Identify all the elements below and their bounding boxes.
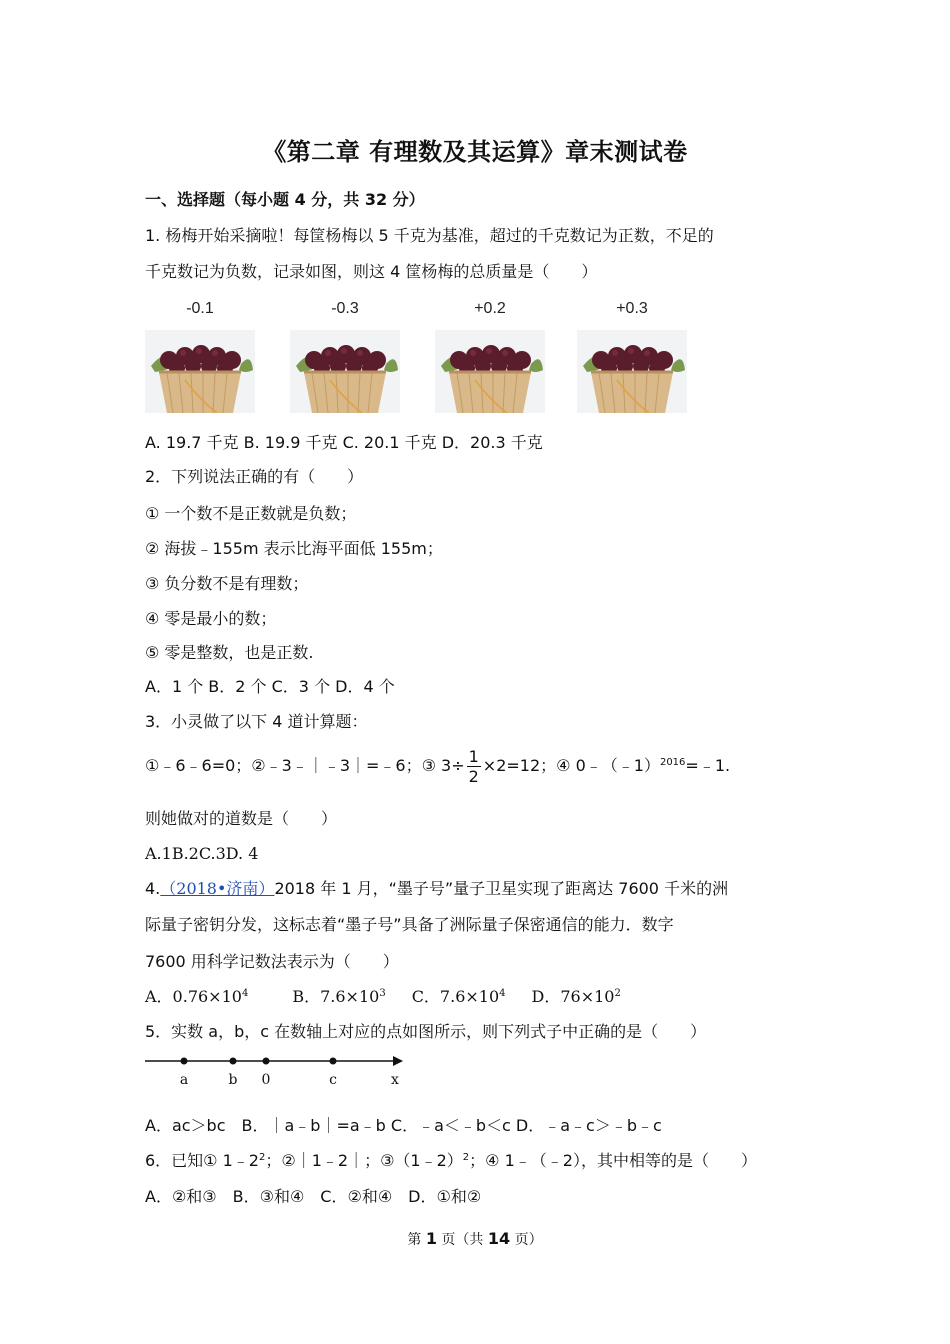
- basket-weight-label: +0.3: [616, 300, 648, 317]
- q5-stem: 5．实数 a，b，c 在数轴上对应的点如图所示，则下列式子中正确的是（ ）: [145, 1022, 707, 1041]
- section-heading: 一、选择题（每小题 4 分，共 32 分）: [145, 190, 425, 209]
- option-d-text: D．76×10: [531, 987, 615, 1006]
- q3-expr-part1: ①﹣6﹣6=0；②﹣3﹣｜﹣3｜=﹣6；③ 3÷: [145, 756, 465, 775]
- page-title: 《第二章 有理数及其运算》章末测试卷: [262, 138, 688, 166]
- q1-stem-line2: 千克数记为负数，记录如图，则这 4 筐杨梅的总质量是（ ）: [145, 262, 598, 281]
- q3-expr-part2: ×2=12；④ 0﹣（﹣1）: [482, 756, 660, 775]
- page-footer: [0, 1229, 950, 1249]
- page-number: 1: [425, 1229, 437, 1248]
- arrow-head-icon: [393, 1056, 403, 1066]
- footer-prefix: 第: [407, 1232, 426, 1248]
- exponent: 2016: [659, 757, 686, 768]
- axis-label-zero: 0: [261, 1072, 271, 1088]
- point-zero: [263, 1058, 270, 1065]
- basket-image: [435, 300, 545, 413]
- basket-image: [145, 300, 255, 413]
- bayberry-basket-picture: [290, 330, 400, 417]
- option-a-text: A．0.76×10: [145, 987, 242, 1006]
- basket-weight-label: -0.3: [331, 300, 359, 317]
- number-line-axis: [145, 1050, 410, 1072]
- option-a-exponent: 4: [241, 988, 249, 999]
- q6-stem: [145, 1150, 757, 1172]
- fraction-denominator: 2: [468, 767, 479, 786]
- q5-options: A．ac＞bc B．｜a﹣b｜=a﹣b C．﹣a＜﹣b＜c D．﹣a﹣c＞﹣b﹣c: [145, 1116, 662, 1135]
- q3-ask: 则她做对的道数是（ ）: [145, 809, 338, 828]
- q2-item-4: ④ 零是最小的数；: [145, 609, 277, 628]
- q4-number: 4.: [145, 879, 161, 898]
- option-d-exponent: 2: [614, 988, 621, 999]
- fraction-numerator: 1: [468, 747, 479, 766]
- axis-label-c: c: [329, 1072, 337, 1088]
- option-c-text: C．7.6×10: [411, 987, 500, 1006]
- q4-line1-text: 2018 年 1 月，“墨子号”量子卫星实现了距离达 7600 千米的洲: [274, 879, 729, 898]
- q6-exponent-2: 2: [462, 1152, 470, 1163]
- q6-part2: ；②｜1﹣2｜；③（1﹣2）: [265, 1151, 463, 1170]
- point-b: [230, 1058, 237, 1065]
- q6-part1: 6．已知① 1﹣2: [145, 1151, 259, 1170]
- q4-option-d: [532, 987, 621, 1006]
- q3-stem: 3．小灵做了以下 4 道计算题：: [145, 712, 368, 731]
- basket-image: [577, 300, 687, 413]
- q2-item-1: ① 一个数不是正数就是负数；: [145, 504, 357, 523]
- point-c: [330, 1058, 337, 1065]
- footer-suffix: 页）: [510, 1232, 543, 1248]
- q6-options: A．②和③ B．③和④ C．②和④ D．①和②: [145, 1187, 482, 1206]
- axis-label-b: b: [228, 1072, 238, 1088]
- basket-weight-label: +0.2: [474, 300, 506, 317]
- option-b-text: B．7.6×10: [292, 987, 380, 1006]
- q4-option-a: [145, 987, 248, 1006]
- axis-label-a: a: [179, 1072, 189, 1088]
- q3-expr-part3: =﹣1.: [685, 756, 731, 775]
- q2-item-2: ② 海拔﹣155m 表示比海平面低 155m；: [145, 539, 443, 558]
- bayberry-basket-picture: [435, 330, 545, 417]
- q2-options: A．1 个 B．2 个 C．3 个 D．4 个: [145, 677, 395, 696]
- q4-option-b: [292, 987, 385, 1006]
- total-pages: 14: [487, 1229, 511, 1248]
- q4-option-c: [412, 987, 506, 1006]
- q1-options: A. 19.7 千克 B. 19.9 千克 C. 20.1 千克 D．20.3 千克: [145, 433, 543, 452]
- bayberry-basket-picture: [145, 330, 255, 417]
- q4-line2: 际量子密钥分发，这标志着“墨子号”具备了洲际量子保密通信的能力．数字: [145, 915, 674, 934]
- q4-line3: 7600 用科学记数法表示为（ ）: [145, 952, 399, 971]
- q3-options: A.1B.2C.3D. 4: [145, 844, 259, 863]
- option-b-exponent: 3: [379, 988, 386, 999]
- q4-source-link[interactable]: （2018•济南）: [160, 879, 275, 898]
- axis-label-x: x: [391, 1072, 399, 1088]
- basket-image: [290, 300, 400, 413]
- q4-line1: [145, 878, 728, 900]
- bayberry-basket-picture: [577, 330, 687, 417]
- q2-item-3: ③ 负分数不是有理数；: [145, 574, 309, 593]
- option-c-exponent: 4: [499, 988, 506, 999]
- q6-part3: ；④ 1﹣（﹣2），其中相等的是（ ）: [469, 1151, 757, 1170]
- number-line: [145, 1050, 410, 1094]
- q2-stem: 2．下列说法正确的有（ ）: [145, 467, 364, 486]
- point-a: [181, 1058, 188, 1065]
- basket-weight-label: -0.1: [186, 300, 214, 317]
- q6-exponent-1: 2: [258, 1152, 266, 1163]
- q3-expressions: [145, 746, 730, 786]
- footer-mid: 页（共: [436, 1232, 488, 1248]
- q4-options: [145, 986, 621, 1008]
- fraction: [467, 747, 481, 786]
- q1-stem-line1: 1. 杨梅开始采摘啦！每筐杨梅以 5 千克为基准，超过的千克数记为正数，不足的: [145, 226, 714, 245]
- q2-item-5: ⑤ 零是整数，也是正数.: [145, 643, 314, 662]
